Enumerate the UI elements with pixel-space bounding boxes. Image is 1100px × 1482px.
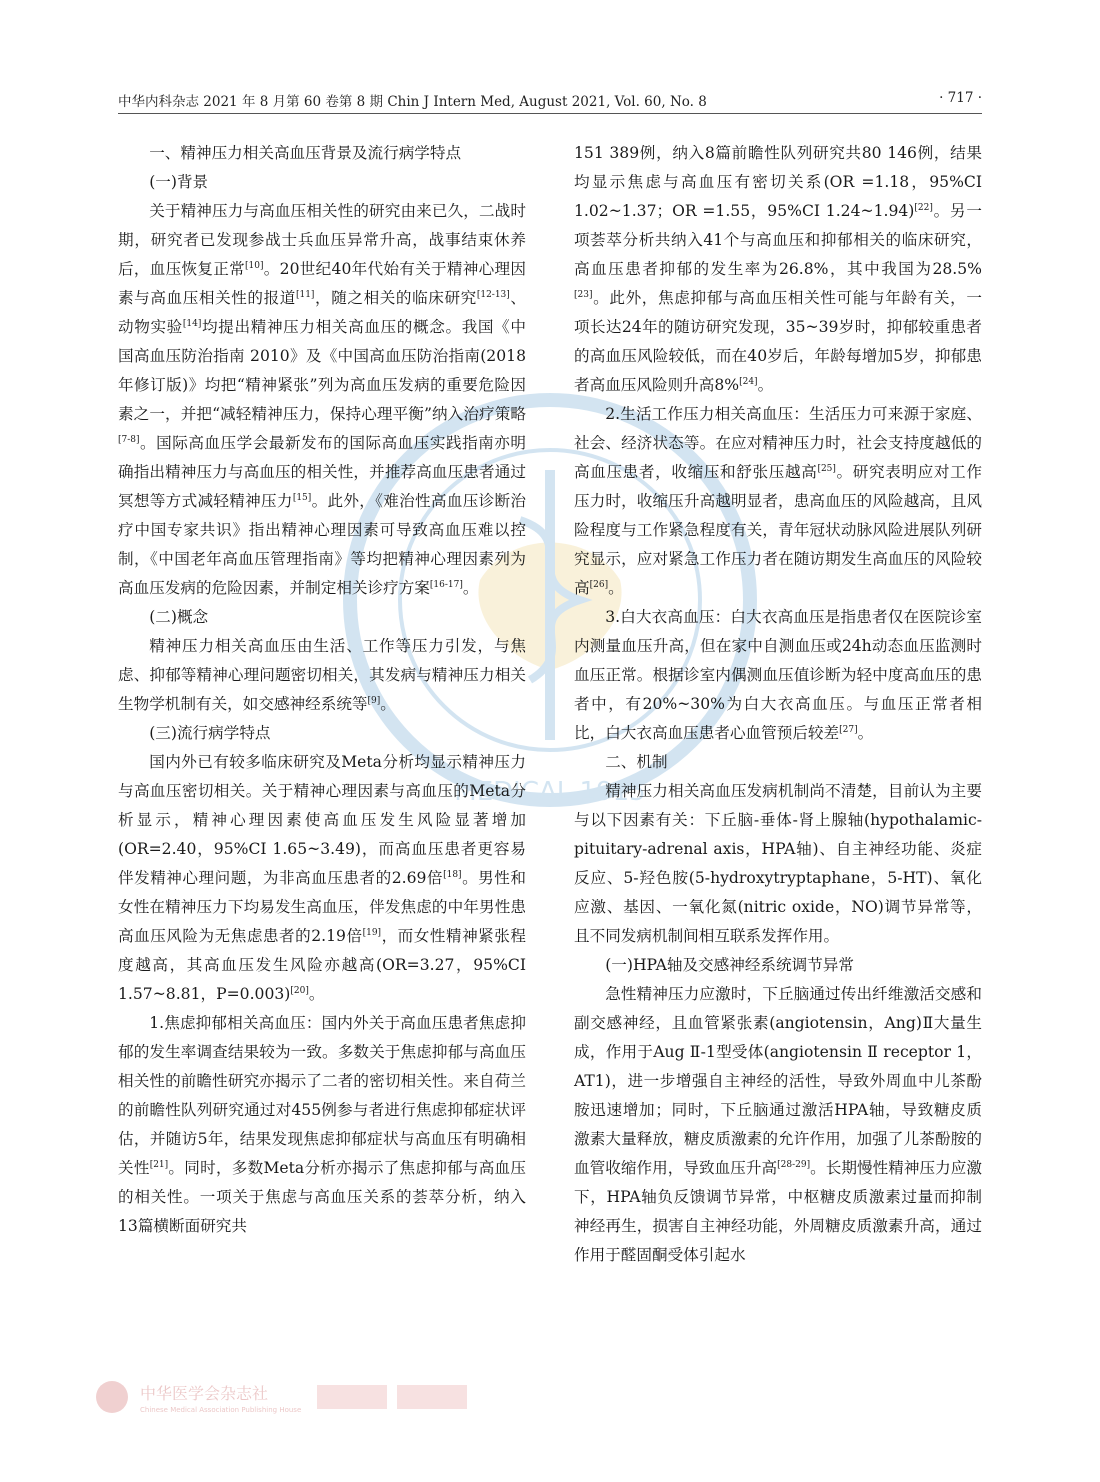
citation-ref: [12-13] [476,289,510,300]
citation-ref: [27] [839,724,858,735]
paragraph: 关于精神压力与高血压相关性的研究由来已久，二战时期，研究者已发现参战士兵血压异常升高，战事结束休养后，血压恢复正常[10]。20世纪40年代始有关于精神心理因素与高血压相关性的报道[11]，随之相关的临床研究[12-13]、动物实验[14]均提出精神压力相关高血压的概念。我国《中国高血压防治指南 2010》及《中国高血压防治指南(2018年修订版)》均把“精神紧张”列为高血压发病的重要危险因素之一，并把“减轻精神压力，保持心理平衡”纳入治疗策略[7-8]。国际高血压学会最新发布的国际高血压实践指南亦明确指出精神压力与高血压的相关性，并推荐高血压患者通过冥想等方式减轻精神压力[15]。此外，《难治性高血压诊断治疗中国专家共识》指出精神心理因素可导致高血压难以控制，《中国老年高血压管理指南》等均把精神心理因素列为高血压发病的危险因素，并制定相关诊疗方案[16-17]。 [118,202,526,597]
section-heading: (二)概念 [149,608,209,626]
citation-ref: [19] [362,927,382,938]
citation-ref: [10] [245,260,264,271]
section-heading: (三)流行病学特点 [149,724,271,742]
left-column [118,139,526,1241]
paragraph: 急性精神压力应激时，下丘脑通过传出纤维激活交感和副交感神经，且血管紧张素(angiotensin，Ang)Ⅱ大量生成，作用于Aug Ⅱ-1型受体(angiotensin Ⅱ receptor 1，AT1)，进一步增强自主神经的活性，导致外周血中儿茶酚胺迅速增加；同时，下丘脑通过激活HPA轴，导致糖皮质激素大量释放，糖皮质激素的允许作用，加强了儿茶酚胺的血管收缩作用，导致血压升高[28-29]。长期慢性精神压力应激下，HPA轴负反馈调节异常，中枢糖皮质激素过量而抑制神经再生，损害自主神经功能，外周糖皮质激素升高，通过作用于醛固酮受体引起水 [574,985,982,1264]
citation-ref: [16-17] [429,579,463,590]
paragraph: 2.生活工作压力相关高血压：生活压力可来源于家庭、社会、经济状态等。在应对精神压力时，社会支持度越低的高血压患者，收缩压和舒张压越高[25]。研究表明应对工作压力时，收缩压升高越明显者，患高血压的风险越高，且风险程度与工作紧急程度有关，青年冠状动脉风险进展队列研究显示，应对紧急工作压力者在随访期发生高血压的风险较高[26]。 [574,405,982,597]
page-number: · 717 · [939,90,982,106]
header-rule [118,113,982,114]
citation-ref: [26] [589,579,609,590]
citation-ref: [21] [149,1159,169,1170]
publisher-logo [92,1377,492,1417]
section-heading: (一)HPA轴及交感神经系统调节异常 [605,956,854,974]
citation-ref: [18] [443,869,462,880]
running-header [118,86,982,110]
citation-ref: [14] [182,318,202,329]
paragraph: 精神压力相关高血压发病机制尚不清楚，目前认为主要与以下因素有关：下丘脑-垂体-肾上腺轴(hypothalamic-pituitary-adrenal axis，HPA轴)、自主神经功能、炎症反应、5-羟色胺(5-hydroxytryptaphane，5-HT)、氧化应激、基因、一氧化氮(nitric oxide，NO)调节异常等，且不同发病机制间相互联系发挥作用。 [574,782,982,945]
citation-ref: [22] [914,202,933,213]
svg-text:Chinese Medical Association Pu: Chinese Medical Association Publishing House [140,1406,302,1414]
paragraph: 151 389例，纳入8篇前瞻性队列研究共80 146例，结果均显示焦虑与高血压有密切关系(OR =1.18，95%CI 1.02~1.37；OR =1.55，95%CI 1.24~1.94)[22]。另一项荟萃分析共纳入41个与高血压和抑郁相关的临床研究，高血压患者抑郁的发生率为26.8%，其中我国为28.5%[23]。此外，焦虑抑郁与高血压相关性可能与年龄有关，一项长达24年的随访研究发现，35~39岁时，抑郁较重患者的高血压风险较低，而在40岁后，年龄每增加5岁，抑郁患者高血压风险则升高8%[24]。 [574,144,982,394]
citation-ref: [20] [290,985,309,996]
svg-text:MEDICAL 1915: MEDICAL 1915 [454,777,646,807]
right-column [574,139,982,1270]
paragraph: 3.白大衣高血压：白大衣高血压是指患者仅在医院诊室内测量血压升高，但在家中自测血压或24h动态血压监测时血压正常。根据诊室内偶测血压值诊断为轻中度高血压的患者中，有20%~30%为白大衣高血压。与血压正常者相比，白大衣高血压患者心血管预后较差[27]。 [574,608,982,742]
citation-ref: [7-8] [118,434,140,445]
paragraph: 国内外已有较多临床研究及Meta分析均显示精神压力与高血压密切相关。关于精神心理因素与高血压的Meta分析显示，精神心理因素使高血压发生风险显著增加(OR=2.40，95%CI 1.65~3.49)，而高血压患者更容易伴发精神心理问题，为非高血压患者的2.69倍[18]。男性和女性在精神压力下均易发生高血压，伴发焦虑的中年男性患高血压风险为无焦虑患者的2.19倍[19]，而女性精神紧张程度越高，其高血压发生风险亦越高(OR=3.27，95%CI 1.57~8.81，P=0.003)[20]。 [118,753,526,1003]
paragraph: 精神压力相关高血压由生活、工作等压力引发，与焦虑、抑郁等精神心理问题密切相关，其发病与精神压力相关生物学机制有关，如交感神经系统等[9]。 [118,637,526,713]
section-heading: (一)背景 [149,173,209,191]
citation-ref: [28-29] [777,1159,811,1170]
citation-ref: [23] [574,289,593,300]
citation-ref: [24] [739,376,758,387]
citation-ref: [9] [367,695,381,706]
section-heading: 二、机制 [605,753,668,771]
citation-ref: [25] [817,463,836,474]
svg-text:中华医学会杂志社: 中华医学会杂志社 [140,1384,269,1403]
journal-citation: 中华内科杂志 2021 年 8 月第 60 卷第 8 期 Chin J Intern Med, August 2021, Vol. 60, No. 8 [118,94,707,110]
citation-ref: [15] [292,492,312,503]
section-heading: 一、精神压力相关高血压背景及流行病学特点 [149,144,462,162]
paragraph: 1.焦虑抑郁相关高血压：国内外关于高血压患者焦虑抑郁的发生率调查结果较为一致。多数关于焦虑抑郁与高血压相关性的前瞻性研究亦揭示了二者的密切相关性。来自荷兰的前瞻性队列研究通过对455例参与者进行焦虑抑郁症状评估，并随访5年，结果发现焦虑抑郁症状与高血压有明确相关性[21]。同时，多数Meta分析亦揭示了焦虑抑郁与高血压的相关性。一项关于焦虑与高血压关系的荟萃分析，纳入13篇横断面研究共 [118,1014,526,1235]
citation-ref: [11] [295,289,315,300]
